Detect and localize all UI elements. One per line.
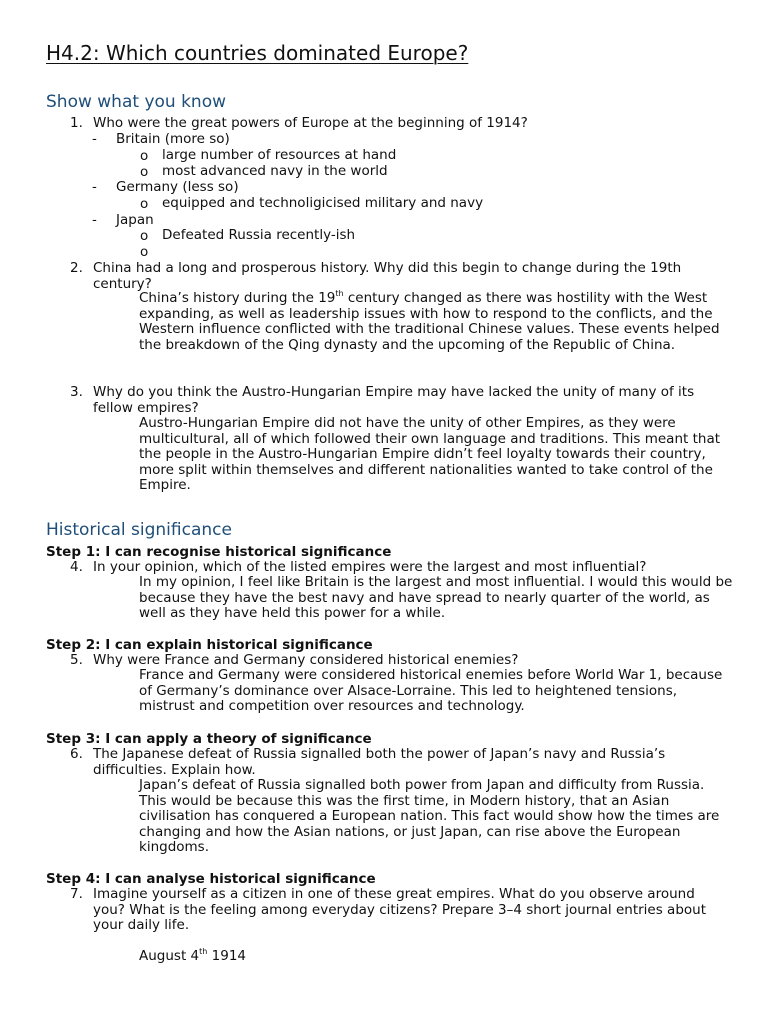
question-number: 5. xyxy=(70,652,83,668)
answer-4: In my opinion, I feel like Britain is the largest and most influential. I would this would be because they have the best navy and have spread to nearly quarter of the world, as well as they have held this power for a while. xyxy=(139,574,733,622)
step-1-heading: Step 1: I can recognise historical significance xyxy=(46,544,392,560)
list-dash: - xyxy=(92,179,97,195)
question-text: The Japanese defeat of Russia signalled both the power of Japan’s navy and Russia’s difficulties. Explain how. xyxy=(93,746,666,778)
step-3-heading: Step 3: I can apply a theory of significance xyxy=(46,731,372,747)
bullet-marker: o xyxy=(140,244,149,260)
question-text: In your opinion, which of the listed empires were the largest and most influential? xyxy=(93,559,647,575)
question-text: Who were the great powers of Europe at the beginning of 1914? xyxy=(93,115,528,131)
answer-text: century changed as there was hostility with the West expanding, as well as leadership issues with how to respond to the conflicts, and the Western influence conflicted with the traditional Chinese values. These events helped the breakdown of the Qing dynasty and the upcoming of the Republic of China. xyxy=(139,290,720,353)
answer-6: Japan’s defeat of Russia signalled both power from Japan and difficulty from Russia. This would be because this was the first time, in Modern history, that an Asian civilisation has conquered a European nation. This fact would show how the times are changing and how the Asian nations, or just Japan, can rise above the European kingdoms. xyxy=(139,777,720,856)
question-text: Why were France and Germany considered historical enemies? xyxy=(93,652,519,668)
bullet-marker: o xyxy=(140,228,149,244)
entry-date-text: 1914 xyxy=(207,948,246,964)
answer-5: France and Germany were considered historical enemies before World War 1, because of Germany’s dominance over Alsace-Lorraine. This led to heightened tensions, mistrust and competition over resources and technology. xyxy=(139,667,723,715)
question-number: 2. xyxy=(70,260,83,276)
question-number: 1. xyxy=(70,115,83,131)
list-dash: - xyxy=(92,131,97,147)
list-dash: - xyxy=(92,212,97,228)
section-heading-historical-significance: Historical significance xyxy=(46,520,232,540)
question-number: 3. xyxy=(70,384,83,400)
answer-text: China’s history during the 19 xyxy=(139,290,336,306)
section-heading-show-what-you-know: Show what you know xyxy=(46,92,227,112)
question-text: Why do you think the Austro-Hungarian Empire may have lacked the unity of many of its fellow empires? xyxy=(93,384,695,416)
superscript: th xyxy=(335,289,344,298)
step-2-heading: Step 2: I can explain historical significance xyxy=(46,637,373,653)
question-text: China had a long and prosperous history. Why did this begin to change during the 19th century? xyxy=(93,260,682,292)
answer-3: Austro-Hungarian Empire did not have the unity of other Empires, as they were multicultural, all of which followed their own language and traditions. This meant that the people in the Austro-Hungarian Empire didn’t feel loyalty towards their country, more split within themselves and different nationalities wanted to take control of the Empire. xyxy=(139,415,721,494)
list-item-germany: Germany (less so) xyxy=(116,179,239,195)
superscript: th xyxy=(199,947,208,956)
question-number: 6. xyxy=(70,746,83,762)
list-item-britain: Britain (more so) xyxy=(116,131,230,147)
bullet-marker: o xyxy=(140,164,149,180)
question-1 xyxy=(70,116,730,132)
journal-entry-date xyxy=(139,949,735,965)
question-number: 4. xyxy=(70,559,83,575)
list-item-britain-point: large number of resources at hand xyxy=(162,147,397,163)
question-3 xyxy=(70,385,730,416)
bullet-marker: o xyxy=(140,196,149,212)
list-item-japan-point: Defeated Russia recently-ish xyxy=(162,227,356,243)
question-text: Imagine yourself as a citizen in one of these great empires. What do you observe around you? What is the feeling among everyday citizens? Prepare 3–4 short journal entries about your daily life. xyxy=(93,886,706,934)
list-item-japan: Japan xyxy=(116,212,154,228)
list-item-germany-point: equipped and technoligicised military and navy xyxy=(162,195,484,211)
list-item-britain-point: most advanced navy in the world xyxy=(162,163,388,179)
bullet-marker: o xyxy=(140,148,149,164)
question-7 xyxy=(70,887,730,934)
page-title: H4.2: Which countries dominated Europe? xyxy=(46,41,469,65)
question-2 xyxy=(70,261,730,292)
question-number: 7. xyxy=(70,886,83,902)
entry-date-text: August 4 xyxy=(139,948,200,964)
answer-2 xyxy=(139,291,735,353)
question-6 xyxy=(70,747,730,778)
step-4-heading: Step 4: I can analyse historical significance xyxy=(46,871,376,887)
